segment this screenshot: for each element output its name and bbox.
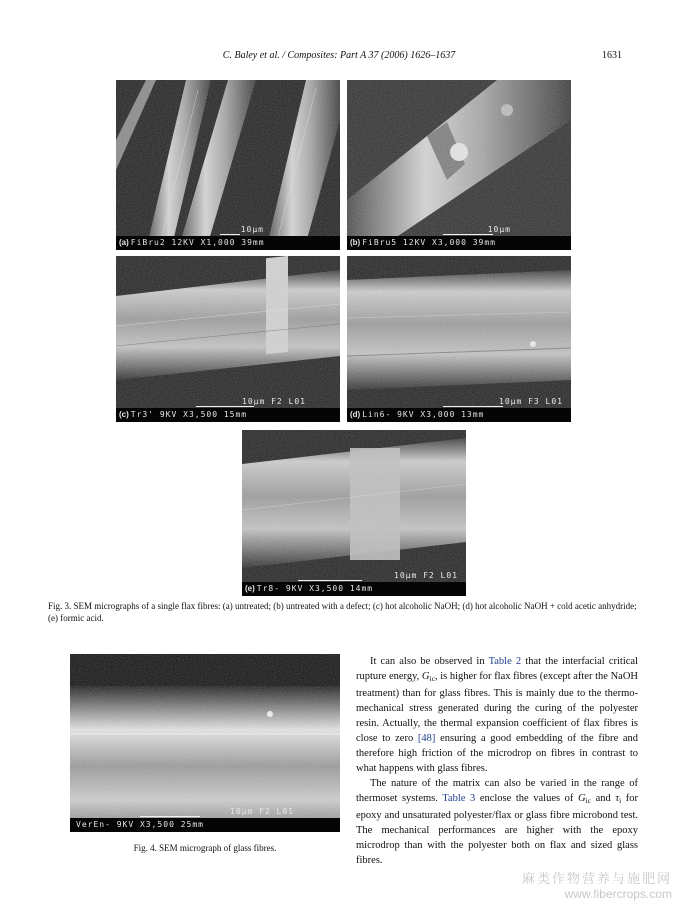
- sem-panel-glass: [70, 654, 340, 832]
- scale-label-a: 10µm: [240, 225, 264, 234]
- p2-symbol-tau: τ: [615, 793, 620, 804]
- panel-label-e: (e): [245, 584, 255, 593]
- sem-info-d: Lin6- 9KV X3,000 13mm: [362, 410, 485, 419]
- paragraph-1: [356, 654, 638, 776]
- sem-panel-c: [116, 256, 340, 422]
- paragraph-2: [356, 776, 638, 868]
- p2-text-a: The nature of the matrix can also be varied in the range of thermoset systems.: [356, 778, 638, 804]
- figure-4-caption: [70, 842, 340, 854]
- ref-48-link[interactable]: [48]: [417, 733, 436, 744]
- panel-label-a: (a): [119, 238, 129, 247]
- sem-image-glass: [70, 654, 340, 832]
- sem-panel-a: [116, 80, 340, 250]
- p1-text-a: It can also be observed in: [370, 656, 489, 667]
- p2-symbol-g: G: [578, 793, 586, 804]
- sem-info-bar-b: [347, 236, 571, 250]
- scale-bar-b: [443, 234, 493, 235]
- scale-bar-c: [196, 406, 254, 407]
- panel-label-c: (c): [119, 410, 129, 419]
- watermark-chinese: 麻类作物营养与施肥网: [521, 872, 672, 887]
- panel-label-d: (d): [350, 410, 361, 419]
- figure-3-caption-label: Fig. 3.: [48, 601, 72, 611]
- scale-label-e: 10µm F2 L01: [394, 571, 458, 580]
- p1-text-b: that the interfacial critical rupture energy,: [356, 656, 638, 682]
- p2-subscript-ic: ic: [585, 796, 592, 805]
- scale-bar-e: [298, 580, 362, 581]
- sem-info-bar-e: [242, 582, 466, 596]
- scale-bar-glass: [140, 816, 200, 817]
- p2-text-c: and: [591, 793, 616, 804]
- table-2-link[interactable]: Table 2: [488, 656, 522, 667]
- sem-info-bar-glass: [70, 818, 340, 832]
- sem-panel-d: [347, 256, 571, 422]
- p1-subscript-ic: ic: [429, 674, 435, 683]
- sem-info-b: FiBru5 12KV X3,000 39mm: [362, 238, 496, 247]
- sem-image-c: [116, 256, 340, 422]
- scale-label-glass: 10µm F2 L01: [230, 807, 294, 816]
- sem-info-bar-a: [116, 236, 340, 250]
- sem-info-glass: VerEn- 9KV X3,500 25mm: [76, 820, 204, 829]
- p2-text-b: enclose the values of: [475, 793, 578, 804]
- scale-label-c: 10µm F2 L01: [242, 397, 306, 406]
- panel-label-b: (b): [350, 238, 361, 247]
- watermark-url: www.fibercrops.com: [564, 887, 672, 901]
- p1-text-d: ensuring a good embedding of the fibre and therefore high friction of the microdrop on fibres in contrast to what happens with glass fibres.: [356, 733, 638, 774]
- figure-4-caption-text: SEM micrograph of glass fibres.: [159, 843, 277, 853]
- sem-info-c: Tr3' 9KV X3,500 15mm: [130, 410, 248, 419]
- sem-image-a: [116, 80, 340, 250]
- body-text-column: [356, 654, 638, 868]
- sem-image-b: [347, 80, 571, 250]
- journal-citation: C. Baley et al. / Composites: Part A 37 (2006) 1626–1637: [222, 50, 456, 61]
- sem-panel-b: [347, 80, 571, 250]
- sem-info-bar-c: [116, 408, 340, 422]
- sem-info-e: Tr8- 9KV X3,500 14mm: [256, 584, 374, 593]
- p1-text-c: , is higher for flax fibres (except after the NaOH treatment) than for glass fibres. This is mainly due to the thermo-mechanical stress generated during the curing of the polyester resin. Actually, the thermal expansion coefficient of flax fibres is close to zero: [356, 671, 638, 744]
- sem-panel-e: [242, 430, 466, 596]
- sem-info-a: FiBru2 12KV X1,000 39mm: [130, 238, 265, 247]
- scale-label-b: 10µm: [487, 225, 511, 234]
- figure-3-caption-text: SEM micrographs of a single flax fibres: (a) untreated; (b) untreated with a defect; (c) hot alcoholic NaOH; (d) hot alcoholic NaOH + cold acetic anhydride; (e) formic acid.: [48, 601, 637, 623]
- table-3-link[interactable]: Table 3: [442, 793, 476, 804]
- scale-bar-a: [220, 234, 240, 235]
- page-number: 1631: [602, 50, 622, 61]
- p1-symbol-g: G: [421, 671, 430, 682]
- figure-3-caption: [48, 600, 638, 624]
- scale-bar-d: [443, 406, 503, 407]
- site-watermark: [522, 868, 672, 901]
- scale-label-d: 10µm F3 L01: [499, 397, 563, 406]
- running-head: [0, 50, 678, 66]
- sem-info-bar-d: [347, 408, 571, 422]
- figure-4-caption-label: Fig. 4.: [133, 843, 157, 853]
- p2-text-d: for epoxy and unsaturated polyester/flax or glass fibre microbond test. The mechanical performances are higher with the epoxy microdrop than with the polyester both on flax and sized glass fibres.: [356, 793, 639, 866]
- p2-subscript-i: i: [619, 796, 622, 805]
